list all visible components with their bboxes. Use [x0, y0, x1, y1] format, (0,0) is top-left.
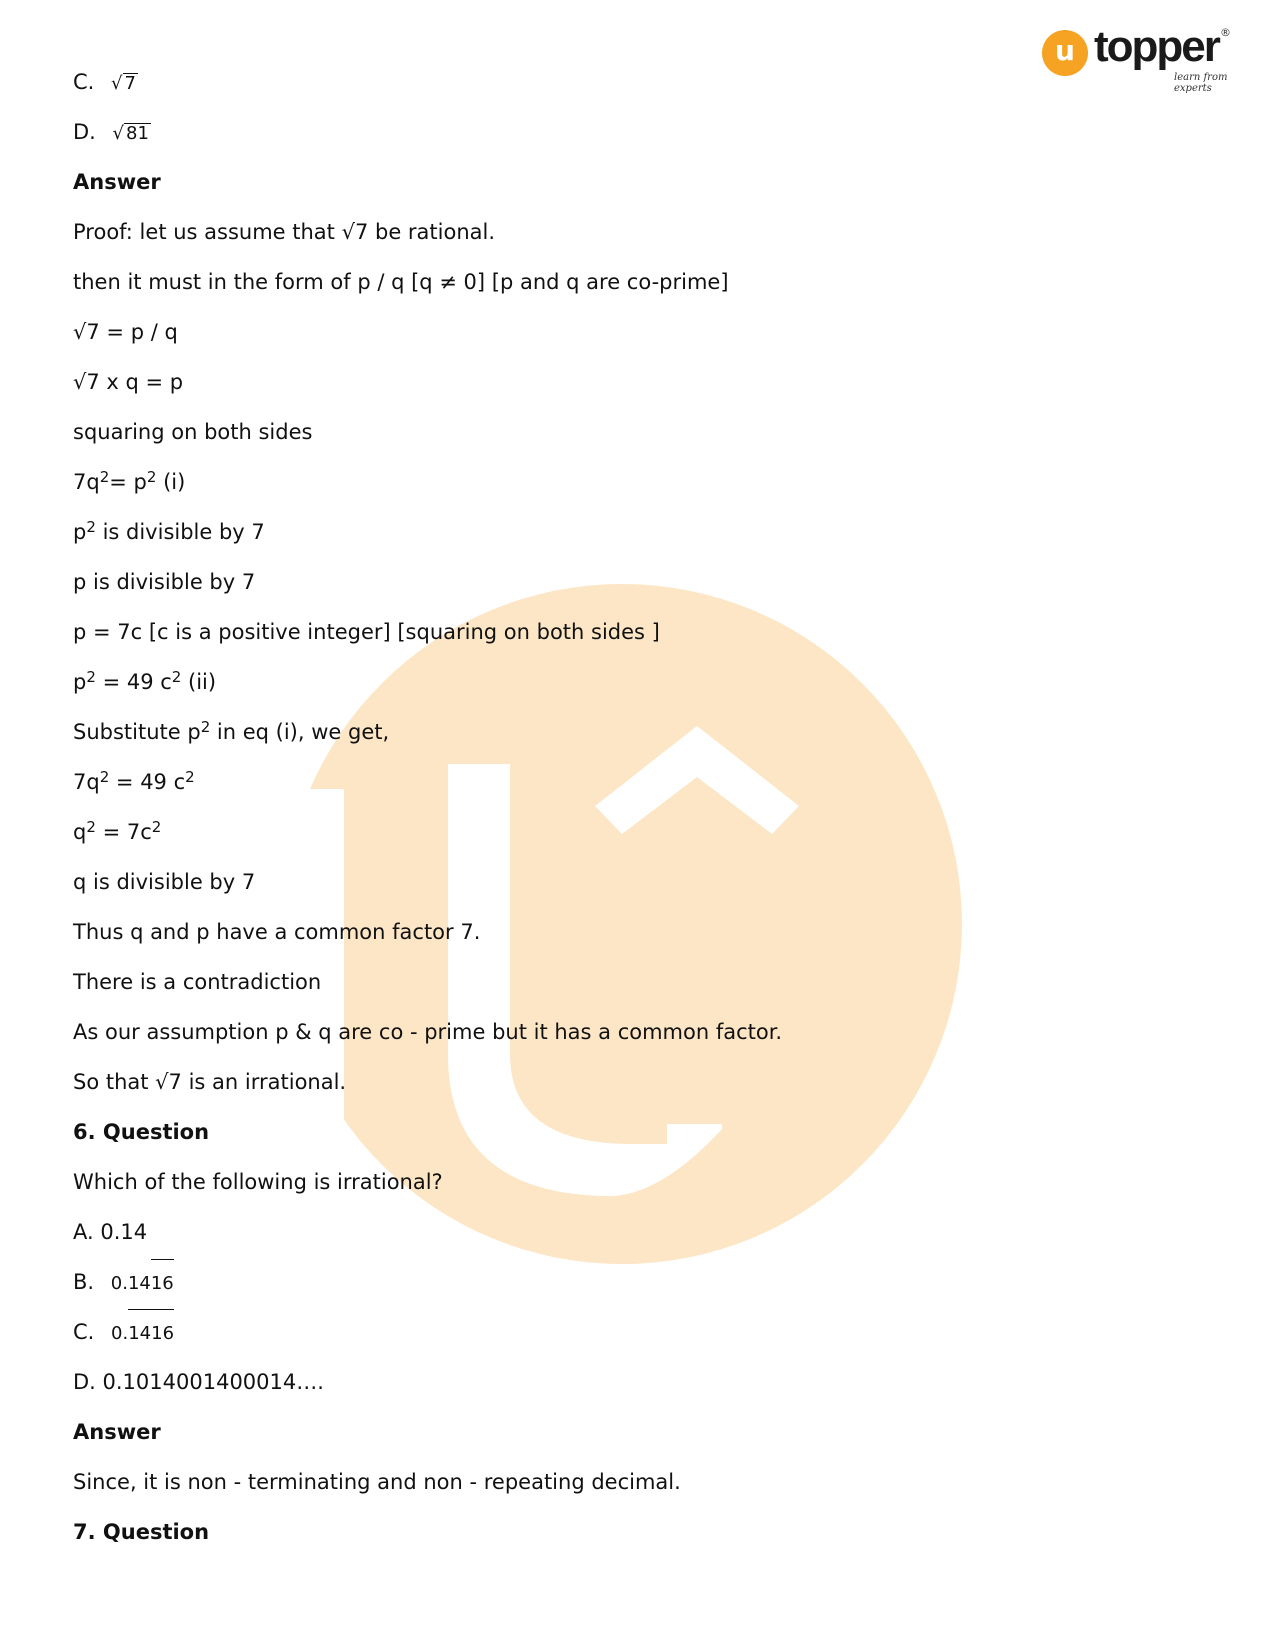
proof-line: squaring on both sides	[73, 420, 313, 444]
option-d-sqrt81: D. √ 81	[73, 120, 149, 144]
logo-letter: u	[1055, 34, 1075, 67]
proof-line-eq-ii: $p^2 = 49$ $c^2$ (ii)	[73, 668, 217, 694]
proof-line: $q^2 = 7c^2$	[73, 818, 162, 844]
question-7-heading: 7. Question	[73, 1520, 210, 1544]
proof-line: p = 7c [c is a positive integer] [squaring on both sides ]	[73, 620, 660, 644]
proof-line: There is a contradiction	[73, 970, 322, 994]
logo-registered-mark: ®	[1220, 26, 1231, 39]
answer-heading: Answer	[73, 1420, 161, 1444]
proof-line: p is divisible by 7	[73, 570, 256, 594]
option-d: D. 0.1014001400014….	[73, 1370, 324, 1394]
question-6-prompt: Which of the following is irrational?	[73, 1170, 443, 1194]
proof-line: q is divisible by 7	[73, 870, 256, 894]
answer-heading: Answer	[73, 170, 161, 194]
proof-line: √7 = p / q	[73, 320, 178, 344]
proof-line-eq-i: $7q^2= p^2$ (i)	[73, 468, 186, 494]
proof-line: Proof: let us assume that √7 be rational.	[73, 220, 496, 244]
proof-line: then it must in the form of p / q [q ≠ 0] [p and q are co-prime]	[73, 270, 729, 294]
option-c-sqrt7: C. √ 7	[73, 70, 136, 94]
proof-line: $p^2$ is divisible by 7	[73, 518, 265, 544]
option-c: C. 0. 1416	[73, 1307, 1173, 1357]
option-b: B. 0.14 16	[73, 1257, 1173, 1307]
proof-line: $7q^2 = 49$ $c^2$	[73, 768, 195, 794]
option-a: A. 0.14	[73, 1220, 148, 1244]
logo-tagline: learn from experts	[1174, 72, 1228, 94]
proof-line: √7 x q = p	[73, 370, 184, 394]
proof-line: Substitute $p^2$ in eq (i), we get,	[73, 718, 390, 744]
proof-line: So that √7 is an irrational.	[73, 1070, 347, 1094]
topper-logo	[1042, 22, 1242, 94]
proof-line: As our assumption p & q are co - prime but it has a common factor.	[73, 1020, 783, 1044]
page-content	[73, 57, 1173, 1557]
logo-wordmark: topper	[1094, 22, 1219, 71]
question-6-heading: 6. Question	[73, 1120, 210, 1144]
proof-line: Thus q and p have a common factor 7.	[73, 920, 481, 944]
answer-text: Since, it is non - terminating and non - repeating decimal.	[73, 1470, 681, 1494]
